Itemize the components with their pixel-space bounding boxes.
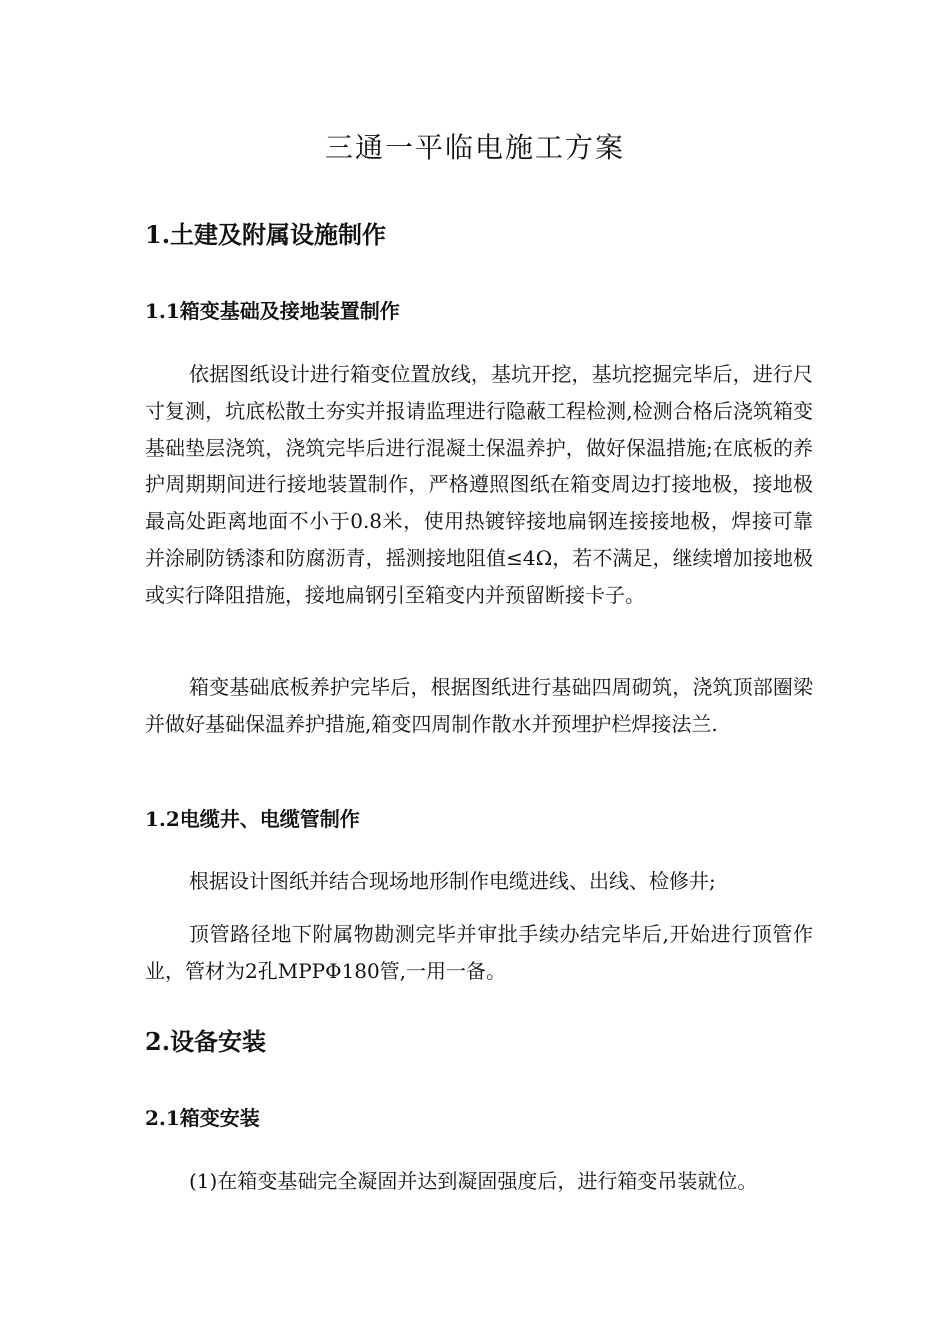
section-1-2-paragraph-2: 顶管路径地下附属物勘测完毕并审批手续办结完毕后,开始进行顶管作业，管材为2孔MPPΦ180管,一用一备。 [145, 922, 813, 983]
section-1-heading: 1.土建及附属设施制作 [145, 220, 387, 249]
section-1-2-heading: 1.2电缆井、电缆管制作 [145, 807, 360, 831]
document-title: 三通一平临电施工方案 [324, 131, 625, 164]
section-2-heading: 2.设备安装 [145, 1027, 267, 1056]
section-1-1-paragraph-1: 依据图纸设计进行箱变位置放线，基坑开挖，基坑挖掘完毕后，进行尺寸复测，坑底松散土夯实并报请监理进行隐蔽工程检测,检测合格后浇筑箱变基础垫层浇筑，浇筑完毕后进行混凝土保温养护，做好保温措施;在底板的养护周期期间进行接地装置制作，严格遵照图纸在箱变周边打接地极，接地极最高处距离地面不小于0.8米，使用热镀锌接地扁钢连接接地极，焊接可靠并涂刷防锈漆和防腐沥青，摇测接地阻值≤4Ω，若不满足，继续增加接地极或实行降阻措施，接地扁钢引至箱变内并预留断接卡子。 [145, 362, 813, 607]
section-1-1-heading: 1.1箱变基础及接地装置制作 [145, 299, 400, 323]
section-1-1-paragraph-2: 箱变基础底板养护完毕后，根据图纸进行基础四周砌筑，浇筑顶部圈梁并做好基础保温养护措施,箱变四周制作散水并预埋护栏焊接法兰. [145, 675, 813, 736]
section-1-2-paragraph-1: 根据设计图纸并结合现场地形制作电缆进线、出线、检修井; [189, 869, 716, 893]
section-2-1-paragraph-1: (1)在箱变基础完全凝固并达到凝固强度后，进行箱变吊装就位。 [189, 1169, 758, 1193]
section-2-1-heading: 2.1箱变安装 [145, 1106, 260, 1130]
